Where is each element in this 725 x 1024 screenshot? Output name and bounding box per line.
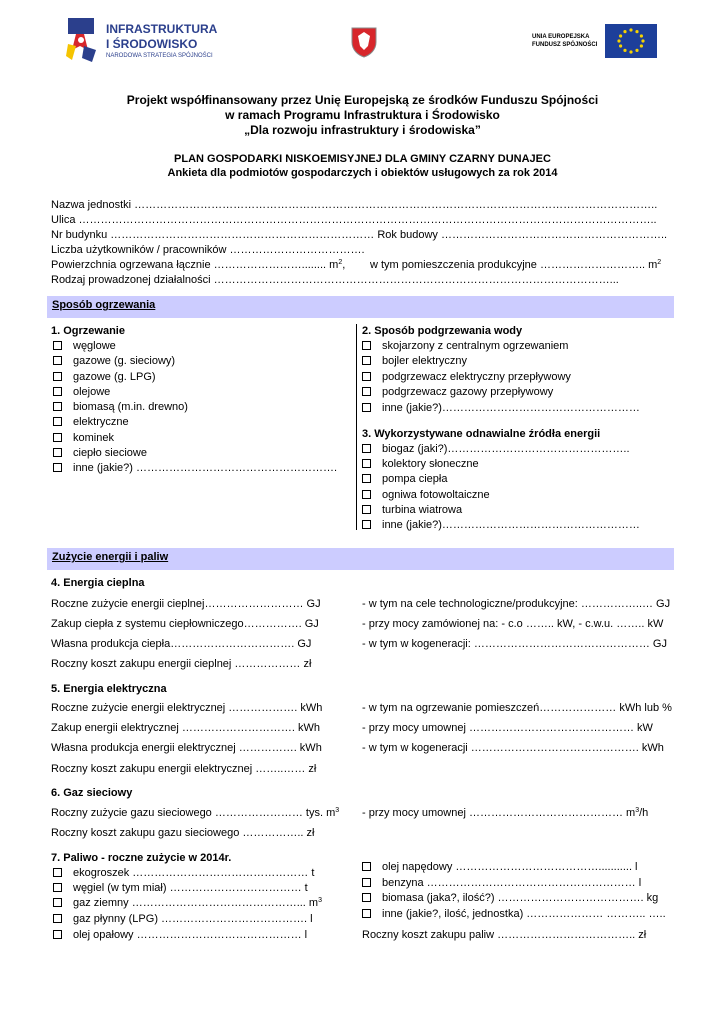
checkbox[interactable] [53, 387, 62, 396]
electric-field-r1[interactable]: - w tym na ogrzewanie pomieszczeń………………… kWh lub % [362, 702, 672, 714]
renewable-option[interactable] [362, 503, 462, 517]
checkbox[interactable] [362, 341, 371, 350]
renewable-option[interactable] [362, 442, 630, 456]
heating-label: gazowe (g. LPG) [73, 371, 156, 383]
heating-label: węglowe [73, 340, 116, 352]
header-line-2: w ramach Programu Infrastruktura i Środowisko [225, 108, 500, 122]
fuel-label: węgiel (w tym miał) ……………………………… t [73, 882, 308, 894]
water-label: inne (jakie?)……………………………………………… [382, 402, 640, 414]
checkbox[interactable] [53, 883, 62, 892]
heating-option[interactable] [53, 370, 156, 384]
heating-label: biomasą (m.in. drewno) [73, 401, 188, 413]
renewable-option[interactable] [362, 472, 447, 486]
heat-title: 4. Energia cieplna [51, 577, 145, 589]
header-line-3: „Dla rozwoju infrastruktury i środowiska” [244, 123, 481, 137]
checkbox[interactable] [362, 490, 371, 499]
fuel-option[interactable] [53, 928, 307, 942]
heating-option[interactable] [53, 461, 337, 475]
electric-field-3[interactable]: Własna produkcja energii elektrycznej ……………. kWh [51, 742, 322, 754]
checkbox[interactable] [362, 459, 371, 468]
electric-field-1[interactable]: Roczne zużycie energii elektrycznej ………………. kWh [51, 702, 323, 714]
gas-field-2[interactable]: Roczny koszt zakupu gazu sieciowego …………….. zł [51, 827, 315, 839]
water-option[interactable] [362, 401, 640, 415]
heat-field-r3[interactable]: - w tym w kogeneracji: ………………………………………… GJ [362, 638, 667, 650]
heat-field-r1[interactable]: - w tym na cele technologiczne/produkcyjne: ……………..… GJ [362, 598, 671, 610]
survey-title: Ankieta dla podmiotów gospodarczych i obiektów usługowych za rok 2014 [167, 167, 558, 179]
heating-option[interactable] [53, 339, 116, 353]
column-divider [356, 324, 357, 530]
water-label: podgrzewacz gazowy przepływowy [382, 386, 554, 398]
gas-field-1[interactable] [51, 806, 339, 820]
heating-label: ciepło sieciowe [73, 447, 147, 459]
renewable-label: kolektory słoneczne [382, 458, 479, 470]
electric-field-4[interactable]: Roczny koszt zakupu energii elektrycznej ……..…… zł [51, 763, 317, 775]
fuel-option[interactable] [362, 860, 638, 874]
field-nazwa[interactable]: Nazwa jednostki …………………………………………………………………………………………………………………………….. [51, 199, 658, 211]
renewable-title: 3. Wykorzystywane odnawialne źródła energii [362, 428, 601, 440]
heating-option[interactable] [53, 354, 175, 368]
fuel-option[interactable] [362, 907, 666, 921]
fuel-option[interactable] [362, 891, 658, 905]
electric-field-r3[interactable]: - w tym w kogeneracji ………………………………………. kWh [362, 742, 664, 754]
coat-of-arms-icon [350, 26, 378, 58]
fuel-label: ekogroszek ………………………………………… t [73, 867, 315, 879]
checkbox[interactable] [53, 417, 62, 426]
renewable-label: biogaz (jaki?)………………………………………….. [382, 443, 630, 455]
renewable-label: ogniwa fotowoltaiczne [382, 489, 490, 501]
fuel-option[interactable] [362, 876, 641, 890]
field-powierzchnia[interactable]: Powierzchnia ogrzewana łącznie ……………………........ $m^2$, [51, 259, 346, 271]
water-label: bojler elektryczny [382, 355, 467, 367]
cube-unit: 3 [318, 897, 322, 904]
renewable-label: pompa ciepła [382, 473, 448, 485]
heating-label: gazowe (g. sieciowy) [73, 355, 176, 367]
heating-option[interactable] [53, 431, 114, 445]
renewable-option[interactable] [362, 518, 640, 532]
checkbox[interactable] [362, 505, 371, 514]
water-option[interactable] [362, 339, 568, 353]
checkbox[interactable] [362, 893, 371, 902]
heating-title: 1. Ogrzewanie [51, 325, 125, 337]
water-label: skojarzony z centralnym ogrzewaniem [382, 340, 569, 352]
powierzchnia-text: Powierzchnia ogrzewana łącznie ……………………........ m [51, 259, 339, 271]
checkbox[interactable] [53, 463, 62, 472]
checkbox[interactable] [362, 387, 371, 396]
checkbox[interactable] [362, 372, 371, 381]
field-nr-budynku[interactable]: Nr budynku ……………………………………………………………… Rok budowy …………………………………………………….. [51, 229, 668, 241]
water-label: podgrzewacz elektryczny przepływowy [382, 371, 571, 383]
heating-label: elektryczne [73, 416, 129, 428]
heat-field-2[interactable]: Zakup ciepła z systemu ciepłowniczego……………. GJ [51, 618, 319, 630]
fuel-option[interactable] [53, 896, 322, 910]
w-tym-text: w tym pomieszczenia produkcyjne ……………………….. m [370, 259, 658, 271]
field-rodzaj[interactable]: Rodzaj prowadzonej działalności ………………………………………………………………………………………………... [51, 274, 619, 286]
fuel-option[interactable] [53, 912, 313, 926]
heating-option[interactable] [53, 385, 110, 399]
fuel-label: biomasa (jaka?, ilość?) …………………………………. kg [382, 892, 659, 904]
gas-field-r1-text: - przy mocy umownej …………………………………… m [362, 807, 636, 819]
fuel-label: olej opałowy ……………………………………… l [73, 929, 308, 941]
gas-field-1-text: Roczny zużycie gazu sieciowego …………………… tys. m [51, 807, 336, 819]
checkbox[interactable] [53, 898, 62, 907]
renewable-label: turbina wiatrowa [382, 504, 463, 516]
logo-title-2: I ŚRODOWISKO [106, 37, 198, 51]
checkbox[interactable] [53, 914, 62, 923]
gas-unit-tail: /h [639, 807, 649, 819]
section-title-zuzycie: Zużycie energii i paliw [52, 551, 169, 563]
section-title-ogrzewania: Sposób ogrzewania [52, 299, 156, 311]
eu-flag-icon [605, 24, 657, 58]
sq-unit: 2 [338, 259, 343, 266]
checkbox[interactable] [362, 862, 371, 871]
gas-title: 6. Gaz sieciowy [51, 787, 133, 799]
electric-field-r2[interactable]: - przy mocy umownej ……………………………………… kW [362, 722, 653, 734]
field-liczba[interactable]: Liczba użytkowników / pracowników ………………………………. [51, 244, 365, 256]
water-option[interactable] [362, 354, 467, 368]
flag-star-icon [62, 16, 100, 66]
checkbox[interactable] [362, 356, 371, 365]
electric-title: 5. Energia elektryczna [51, 683, 167, 695]
fuel-option[interactable] [53, 866, 314, 880]
gas-field-r1[interactable] [362, 806, 648, 820]
field-ulica[interactable]: Ulica ………………………………………………………………………………………………………………………………………….. [51, 214, 657, 226]
checkbox[interactable] [362, 444, 371, 453]
checkbox[interactable] [53, 372, 62, 381]
sq-unit: 2 [657, 259, 662, 266]
eu-label-1: UNIA EUROPEJSKA [532, 34, 590, 40]
section-band-ogrzewania [47, 296, 674, 318]
heat-field-r2[interactable]: - przy mocy zamówionej na: - c.o …….. kW, - c.w.u. …….. kW [362, 618, 664, 630]
checkbox[interactable] [53, 930, 62, 939]
heating-option[interactable] [53, 400, 188, 414]
fuel-cost-field[interactable]: Roczny koszt zakupu paliw ……………………………….. zł [362, 929, 647, 941]
checkbox[interactable] [53, 868, 62, 877]
checkbox[interactable] [53, 341, 62, 350]
heating-label: inne (jakie?) ………………………………………………. [73, 462, 338, 474]
fuel-label: gaz ziemny ………………………………………... m [73, 897, 319, 909]
renewable-option[interactable] [362, 488, 490, 502]
water-option[interactable] [362, 385, 553, 399]
renewable-label: inne (jakie?)……………………………………………… [382, 519, 640, 531]
checkbox[interactable] [362, 474, 371, 483]
heating-label: kominek [73, 432, 114, 444]
fuel-label: olej napędowy …………………………………........... l [382, 861, 638, 873]
field-w-tym-produkcyjne[interactable] [370, 258, 661, 272]
plan-title: PLAN GOSPODARKI NISKOEMISYJNEJ DLA GMINY CZARNY DUNAJEC [174, 153, 551, 165]
fuel-label: gaz płynny (LPG) …………………………………. l [73, 913, 313, 925]
water-title: 2. Sposób podgrzewania wody [362, 325, 523, 337]
checkbox[interactable] [362, 403, 371, 412]
checkbox[interactable] [53, 448, 62, 457]
fuel-option[interactable] [53, 881, 308, 895]
heat-field-1[interactable]: Roczne zużycie energii cieplnej……………………… GJ [51, 598, 321, 610]
checkbox[interactable] [53, 356, 62, 365]
heating-option[interactable] [53, 415, 129, 429]
heat-field-4[interactable]: Roczny koszt zakupu energii cieplnej ……………… zł [51, 658, 312, 670]
checkbox[interactable] [362, 520, 371, 529]
electric-field-2[interactable]: Zakup energii elektrycznej …………………………. kWh [51, 722, 320, 734]
section-band-zuzycie [47, 548, 674, 570]
fuel-title: 7. Paliwo - roczne zużycie w 2014r. [51, 852, 232, 864]
cube-unit: 3 [635, 807, 640, 814]
checkbox[interactable] [362, 909, 371, 918]
eu-label-2: FUNDUSZ SPÓJNOŚCI [532, 42, 598, 48]
header-line-1: Projekt współfinansowany przez Unię Europejską ze środków Funduszu Spójności [126, 93, 599, 107]
logo-title-1: INFRASTRUKTURA [106, 22, 218, 36]
renewable-option[interactable] [362, 457, 479, 471]
infrastruktura-logo [62, 16, 232, 66]
cube-unit: 3 [335, 807, 340, 814]
checkbox[interactable] [53, 402, 62, 411]
fuel-label: inne (jakie?, ilość, jednostka) ………………… ……….. ….. [382, 908, 666, 920]
fuel-label: benzyna ………………………………………………… l [382, 877, 642, 889]
heat-field-3[interactable]: Własna produkcja ciepła……………………………. GJ [51, 638, 312, 650]
checkbox[interactable] [362, 878, 371, 887]
checkbox[interactable] [53, 433, 62, 442]
logo-subtitle: NARODOWA STRATEGIA SPÓJNOŚCI [106, 53, 213, 59]
heating-label: olejowe [73, 386, 111, 398]
heating-option[interactable] [53, 446, 147, 460]
water-option[interactable] [362, 370, 571, 384]
